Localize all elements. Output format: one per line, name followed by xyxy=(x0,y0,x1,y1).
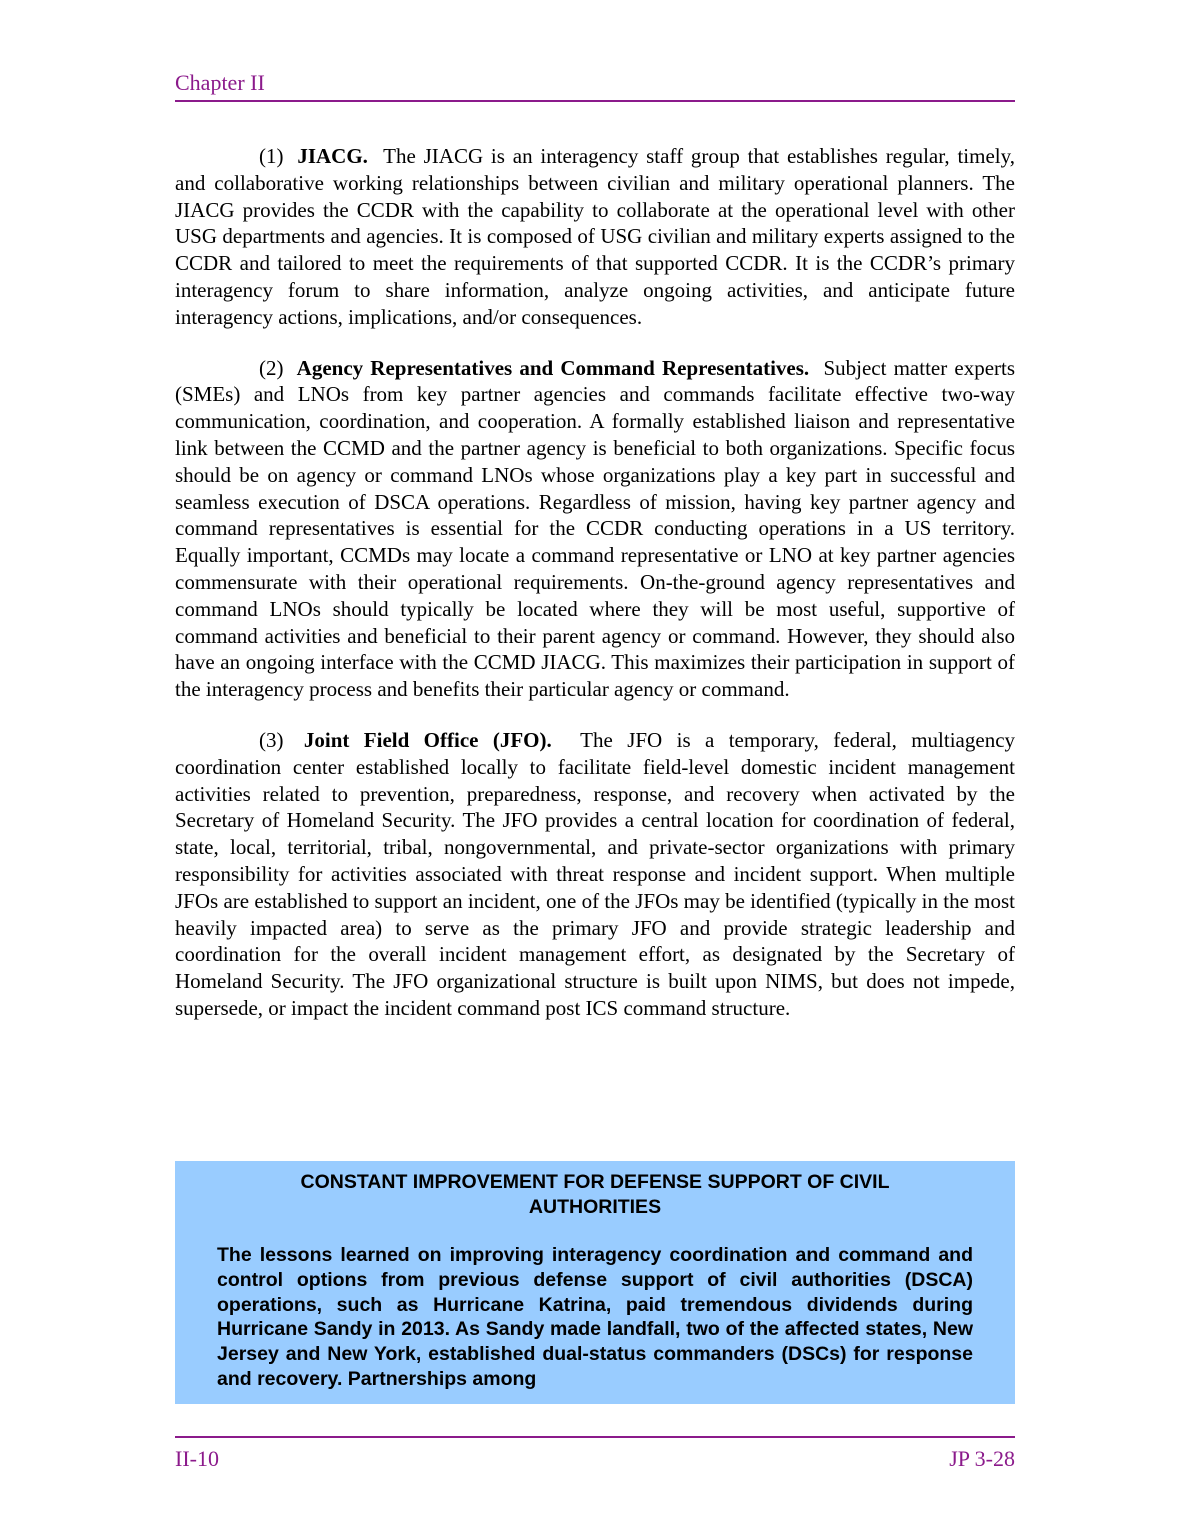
callout-body: The lessons learned on improving interagency coordination and command and control options from previous defense support of civil authorities (DSCA) operations, such as Hurricane Katrina, paid tremendous dividends during Hurricane Sandy in 2013. As Sandy made landfall, two of the affected states, New Jersey and New York, established dual-status commanders (DSCs) for response and recovery. Partnerships among xyxy=(217,1244,973,1390)
paragraph-heading: Agency Representatives and Command Representatives. xyxy=(296,355,810,380)
callout-box xyxy=(175,1161,1015,1404)
header-rule xyxy=(175,100,1015,102)
paragraph-number: (1) xyxy=(259,144,284,168)
paragraph-number: (2) xyxy=(259,355,284,380)
footer-rule xyxy=(175,1436,1015,1438)
paragraph-agency-representatives xyxy=(175,355,1015,703)
paragraph-heading: JIACG. xyxy=(297,144,368,168)
paragraph-text: The JIACG is an interagency staff group that establishes regular, timely, and collaborative working relationships between civilian and military operational planners. The JIACG provides the CCDR with the capability to collaborate at the operational level with other USG departments and agencies. It is composed of USG civilian and military experts assigned to the CCDR and tailored to meet the requirements of that supported CCDR. It is the CCDR’s primary interagency forum to share information, analyze ongoing activities, and anticipate future interagency actions, implications, and/or consequences. xyxy=(175,144,1015,329)
chapter-header: Chapter II xyxy=(175,70,265,95)
body-content xyxy=(175,143,1015,1046)
paragraph-number: (3) xyxy=(259,727,284,752)
paragraph-text: Subject matter experts (SMEs) and LNOs from key partner agencies and commands facilitate effective two-way communication, coordination, and cooperation. A formally established liaison and representative link between the CCMD and the partner agency is beneficial to both organizations. Specific focus should be on agency or command LNOs whose organizations play a key part in successful and seamless execution of DSCA operations. Regardless of mission, having key partner agency and command representatives is essential for the CCDR conducting operations in a US territory. Equally important, CCMDs may locate a command representative or LNO at key partner agencies commensurate with their operational requirements. On-the-ground agency representatives and command LNOs should typically be located where they will be most useful, supportive of command activities and beneficial to their parent agency or command. However, they should also have an ongoing interface with the CCMD JIACG. This maximizes their participation in support of the interagency process and benefits their particular agency or command. xyxy=(175,355,1016,702)
callout-title: CONSTANT IMPROVEMENT FOR DEFENSE SUPPORT OF CIVIL AUTHORITIES xyxy=(300,1171,890,1218)
page-number: II-10 xyxy=(175,1446,219,1471)
paragraph-joint-field-office xyxy=(175,727,1015,1022)
publication-id: JP 3-28 xyxy=(949,1446,1015,1471)
paragraph-text: The JFO is a temporary, federal, multiagency coordination center established locally to facilitate field-level domestic incident management activities related to prevention, preparedness, response, and recovery when activated by the Secretary of Homeland Security. The JFO provides a central location for coordination of federal, state, local, territorial, tribal, nongovernmental, and private-sector organizations with primary responsibility for activities associated with threat response and incident support. When multiple JFOs are established to support an incident, one of the JFOs may be identified (typically in the most heavily impacted area) to serve as the primary JFO and provide strategic leadership and coordination for the overall incident management effort, as designated by the Secretary of Homeland Security. The JFO organizational structure is built upon NIMS, but does not impede, supersede, or impact the incident command post ICS command structure. xyxy=(175,727,1016,1020)
paragraph-heading: Joint Field Office (JFO). xyxy=(303,727,552,752)
paragraph-jiacg xyxy=(175,143,1015,331)
